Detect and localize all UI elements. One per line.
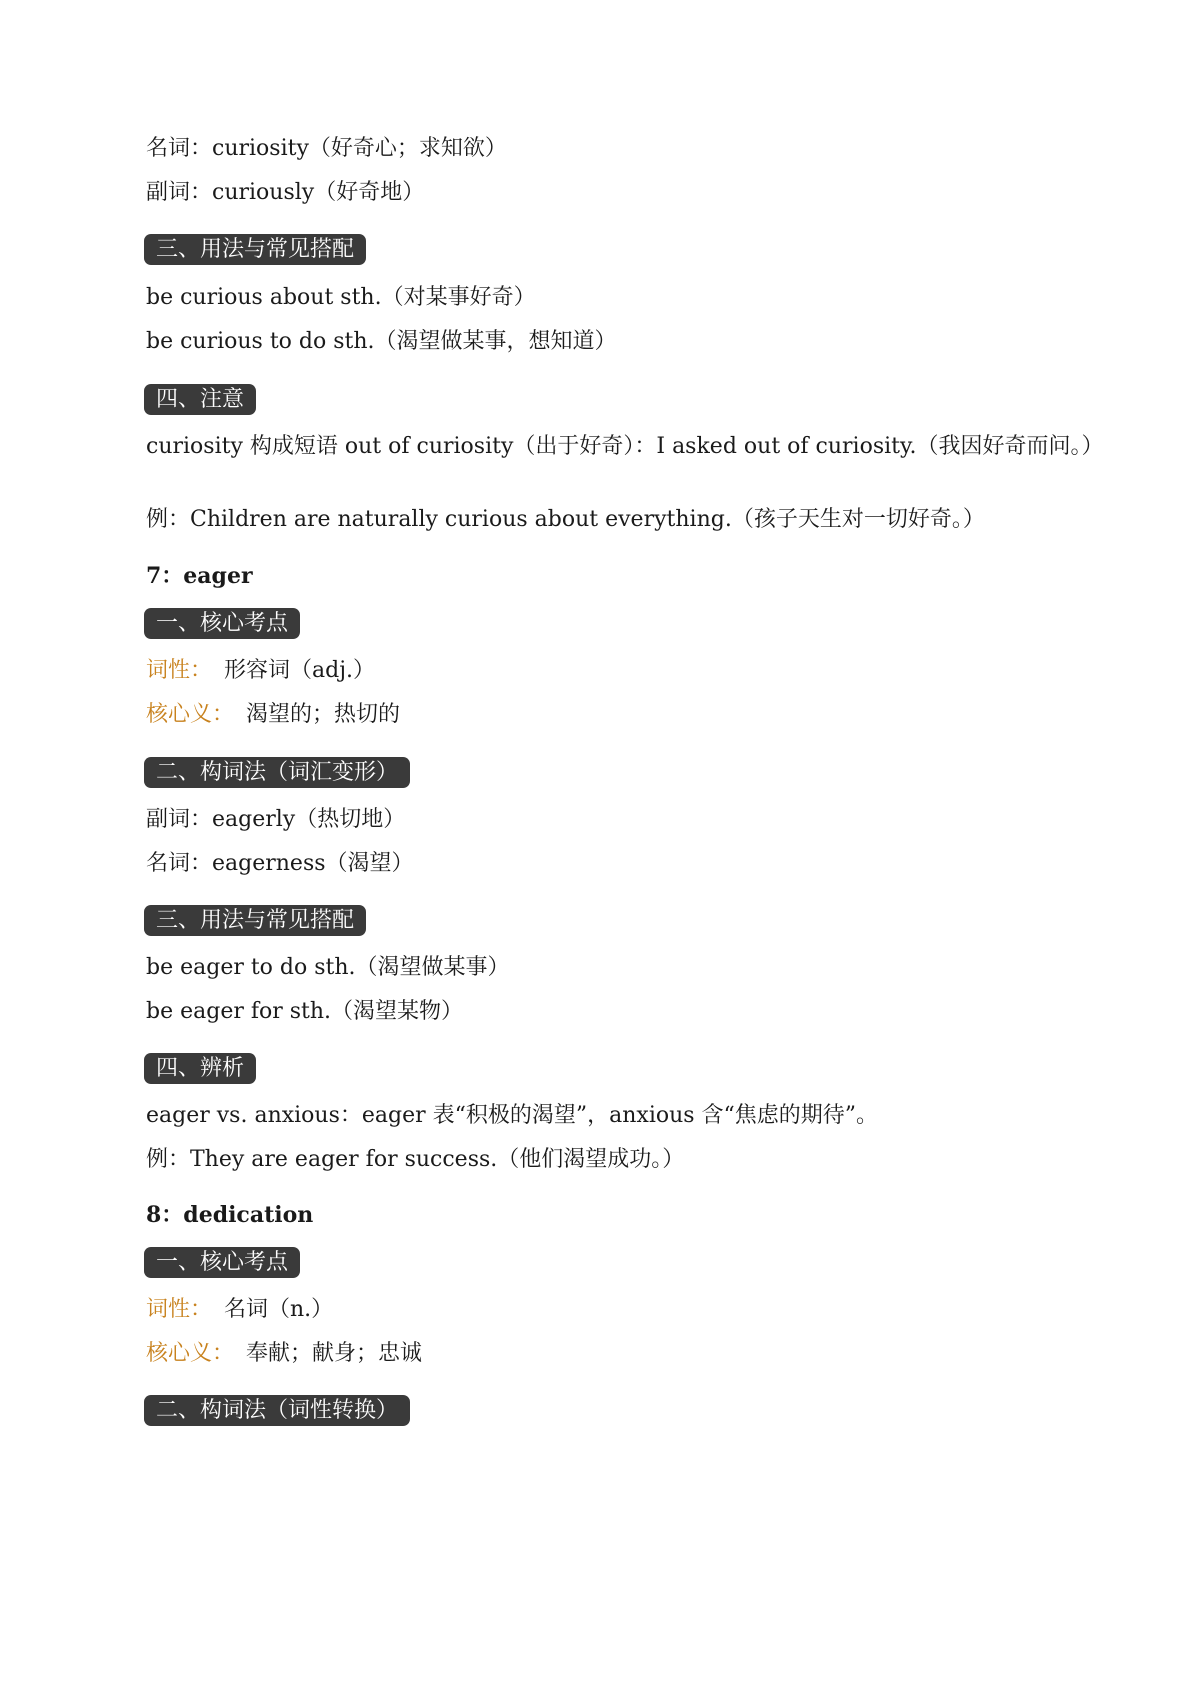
eager-meaning-value: 渴望的；热切的: [246, 702, 401, 727]
dedication-formation-tag: 二、构词法（词性转换）: [144, 1395, 410, 1426]
dedication-pos-line: [146, 1295, 333, 1325]
curious-usage-line-1: be curious about sth.（对某事好奇）: [146, 285, 536, 310]
eager-analysis-tag: 四、辨析: [144, 1053, 256, 1084]
eager-pos-value: 形容词（adj.）: [224, 658, 376, 683]
eager-pos-label: 词性：: [146, 658, 213, 683]
eager-adverb-line: 副词：eagerly（热切地）: [146, 807, 406, 832]
dedication-pos-value: 名词（n.）: [224, 1297, 334, 1322]
eager-example-line: 例：They are eager for success.（他们渴望成功。）: [146, 1147, 685, 1172]
eager-meaning-line: [146, 700, 400, 730]
dedication-meaning-line: [146, 1339, 422, 1369]
dedication-meaning-label: 核心义：: [146, 1341, 235, 1366]
eager-pos-line: [146, 656, 375, 686]
eager-core-tag: 一、核心考点: [144, 608, 300, 639]
eager-noun-line: 名词：eagerness（渴望）: [146, 851, 414, 876]
eager-usage-line-1: be eager to do sth.（渴望做某事）: [146, 955, 510, 980]
eager-heading: 7：eager: [146, 563, 253, 589]
dedication-heading: 8：dedication: [146, 1202, 314, 1228]
eager-usage-tag: 三、用法与常见搭配: [144, 905, 366, 936]
eager-usage-line-2: be eager for sth.（渴望某物）: [146, 999, 464, 1024]
curious-note-line: curiosity 构成短语 out of curiosity（出于好奇）：I asked out of curiosity.（我因好奇而问。）: [146, 434, 1104, 459]
dedication-pos-label: 词性：: [146, 1297, 213, 1322]
curious-usage-tag: 三、用法与常见搭配: [144, 234, 366, 265]
eager-meaning-label: 核心义：: [146, 702, 235, 727]
curious-example-line: 例：Children are naturally curious about everything.（孩子天生对一切好奇。）: [146, 507, 985, 532]
curious-adverb-line: 副词：curiously（好奇地）: [146, 180, 425, 205]
curious-note-tag: 四、注意: [144, 384, 256, 415]
dedication-core-tag: 一、核心考点: [144, 1247, 300, 1278]
eager-formation-tag: 二、构词法（词汇变形）: [144, 757, 410, 788]
dedication-meaning-value: 奉献；献身；忠诚: [246, 1341, 423, 1366]
eager-analysis-line: eager vs. anxious：eager 表“积极的渴望”，anxious 含“焦虑的期待”。: [146, 1103, 879, 1128]
curious-noun-line: 名词：curiosity（好奇心；求知欲）: [146, 136, 507, 161]
curious-usage-line-2: be curious to do sth.（渴望做某事，想知道）: [146, 329, 617, 354]
